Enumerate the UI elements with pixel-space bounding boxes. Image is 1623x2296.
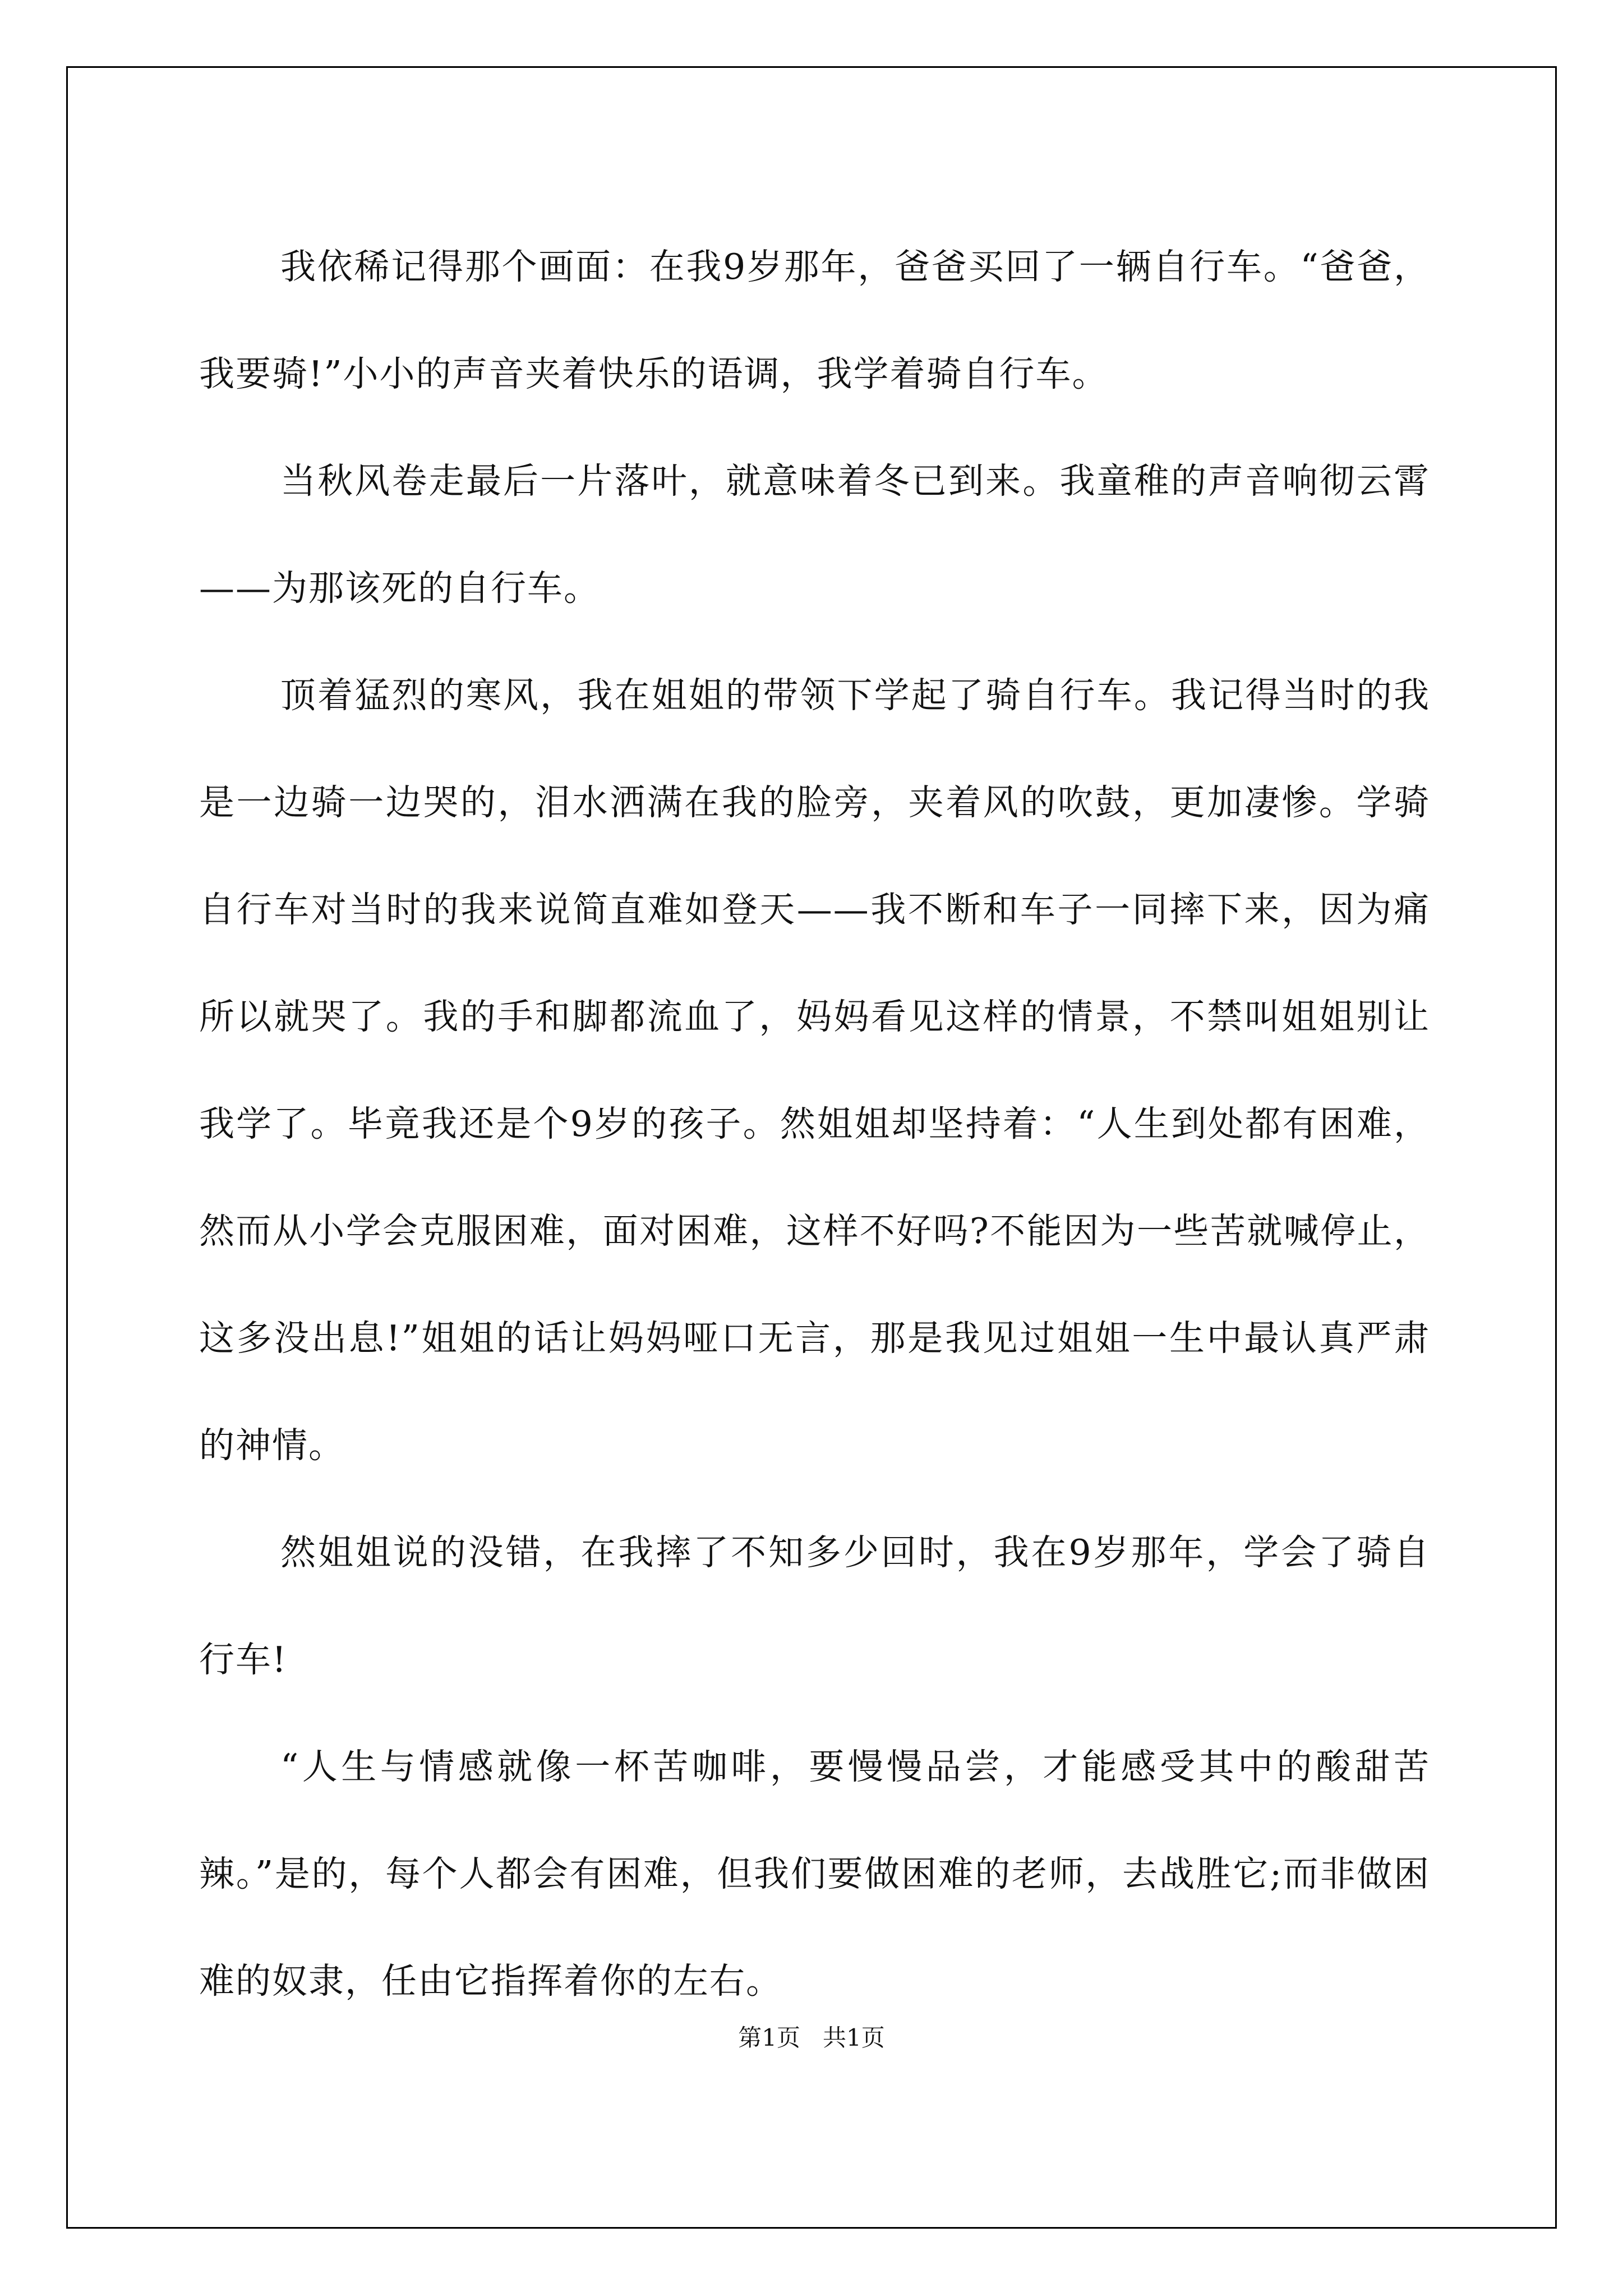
page-footer <box>0 2022 1623 2054</box>
paragraph: 我依稀记得那个画面：在我9岁那年，爸爸买回了一辆自行车。“爸爸，我要骑!”小小的声音夹着快乐的语调，我学着骑自行车。 <box>199 246 1430 394</box>
page-total: 共1页 <box>823 2024 885 2051</box>
page-number: 第1页 <box>738 2024 800 2051</box>
paragraph: 当秋风卷走最后一片落叶，就意味着冬已到来。我童稚的声音响彻云霄——为那该死的自行车。 <box>199 461 1430 609</box>
document-body <box>199 213 1430 2035</box>
paragraph: 顶着猛烈的寒风，我在姐姐的带领下学起了骑自行车。我记得当时的我是一边骑一边哭的，泪水洒满在我的脸旁，夹着风的吹鼓，更加凄惨。学骑自行车对当时的我来说简直难如登天——我不断和车子一同摔下来，因为痛所以就哭了。我的手和脚都流血了，妈妈看见这样的情景，不禁叫姐姐别让我学了。毕竟我还是个9岁的孩子。然姐姐却坚持着：“人生到处都有困难，然而从小学会克服困难，面对困难，这样不好吗?不能因为一些苦就喊停止，这多没出息!”姐姐的话让妈妈哑口无言，那是我见过姐姐一生中最认真严肃的神情。 <box>199 675 1430 1466</box>
paragraph: “人生与情感就像一杯苦咖啡，要慢慢品尝，才能感受其中的酸甜苦辣。”是的，每个人都会有困难，但我们要做困难的老师，去战胜它;而非做困难的奴隶，任由它指挥着你的左右。 <box>199 1746 1430 2001</box>
paragraph: 然姐姐说的没错，在我摔了不知多少回时，我在9岁那年，学会了骑自行车! <box>199 1532 1430 1680</box>
